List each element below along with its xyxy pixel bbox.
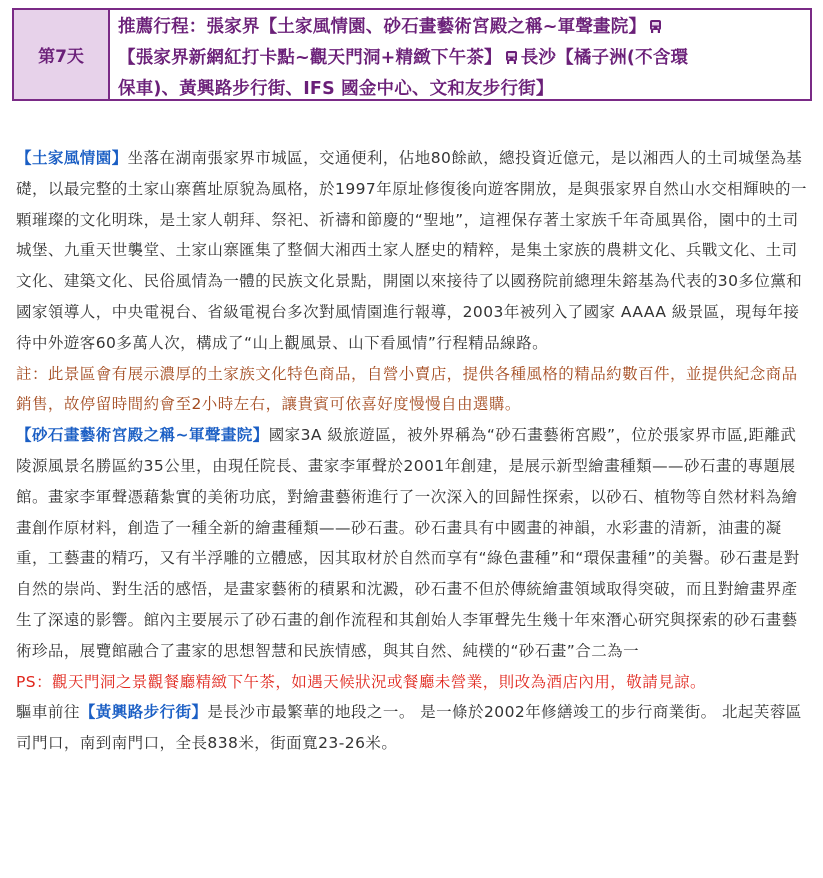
title-line-1: 推薦行程：張家界【土家風情園、砂石畫藝術宮殿之稱~軍聲畫院】 <box>118 17 647 37</box>
day-header <box>12 8 812 101</box>
huangxing-prefix: 驅車前往 <box>16 703 80 722</box>
huangxing-description: 是長沙市最繁華的地段之一。 是一條於2002年修繕竣工的步行商業街。 北起芙蓉區司門口，南到南門口，全長838米，街面寬23-26米。 <box>16 703 802 753</box>
ps-note: PS：觀天門洞之景觀餐廳精緻下午茶，如遇天候狀況或餐廳未營業，則改為酒店內用，敬請見諒。 <box>16 672 706 691</box>
itinerary-title <box>110 10 810 99</box>
title-line-2: 【張家界新網紅打卡點~觀天門洞+精緻下午茶】 <box>118 48 502 68</box>
huangxing-paragraph <box>16 697 808 759</box>
sand-paragraph <box>16 420 808 666</box>
sand-description: 國家3A 級旅遊區，被外界稱為“砂石畫藝術宮殿”，位於張家界市區,距離武陵源風景名勝區約35公里，由現任院長、畫家李軍聲於2001年創建，是展示新型繪畫種類——砂石畫的專題展館。畫家李軍聲憑藉紮實的美術功底，對繪畫藝術進行了一次深入的回歸性探索，以砂石、植物等自然材料為繪畫創作原材料，創造了一種全新的繪畫種類——砂石畫。砂石畫具有中國畫的神韻，水彩畫的清新，油畫的凝重，工藝畫的精巧，又有半浮雕的立體感，因其取材於自然而享有“綠色畫種”和“環保畫種”的美譽。砂石畫是對自然的崇尚、對生活的感悟，是畫家藝術的積累和沈澱，砂石畫不但於傳統繪畫領域取得突破，而且對繪畫界產生了深遠的影響。館內主要展示了砂石畫的創作流程和其創始人李軍聲先生幾十年來潛心研究與探索的砂石畫藝術珍品，展覽館融合了畫家的思想智慧和民族情感，與其自然、純樸的“砂石畫”合二為一 <box>16 426 800 660</box>
tujia-heading: 【土家風情園】 <box>16 149 128 167</box>
day-label: 第7天 <box>14 10 110 99</box>
tujia-paragraph <box>16 143 808 359</box>
tujia-note: 註：此景區會有展示濃厚的土家族文化特色商品，自營小賣店，提供各種風格的精品約數百件，並提供紀念商品銷售，故停留時間約會至2小時左右，讓貴賓可依喜好度慢慢自由選購。 <box>16 364 798 414</box>
title-line-3: 保車)、黃興路步行街、IFS 國金中心、文和友步行街】 <box>118 79 554 99</box>
bus-icon <box>505 46 518 75</box>
tujia-description: 坐落在湖南張家界市城區，交通便利，佔地80餘畝，總投資近億元，是以湘西人的土司城堡為基礎，以最完整的土家山寨舊址原貌為風格，於1997年原址修復後向遊客開放，是與張家界自然山水交相輝映的一顆璀璨的文化明珠，是土家人朝拜、祭祀、祈禱和節慶的“聖地”，這裡保存著土家族千年奇風異俗，園中的土司城堡、九重天世襲堂、土家山寨匯集了整個大湘西土家人歷史的精粹，是集土家族的農耕文化、兵戰文化、土司文化、建築文化、民俗風情為一體的民族文化景點，開園以來接待了以國務院前總理朱鎔基為代表的30多位黨和國家領導人，中央電視台、省級電視台多次對風情園進行報導，2003年被列入了國家 AAAA 級景區，現每年接待中外遊客60多萬人次，構成了“山上觀風景、山下看風情”行程精品線路。 <box>16 149 807 352</box>
bus-icon <box>649 15 662 44</box>
title-line-2b: 長沙【橘子洲(不含環 <box>520 48 689 68</box>
huangxing-heading: 【黃興路步行街】 <box>79 703 208 722</box>
sand-heading: 【砂石畫藝術宮殿之稱~軍聲畫院】 <box>16 426 269 445</box>
itinerary-content <box>16 143 808 759</box>
